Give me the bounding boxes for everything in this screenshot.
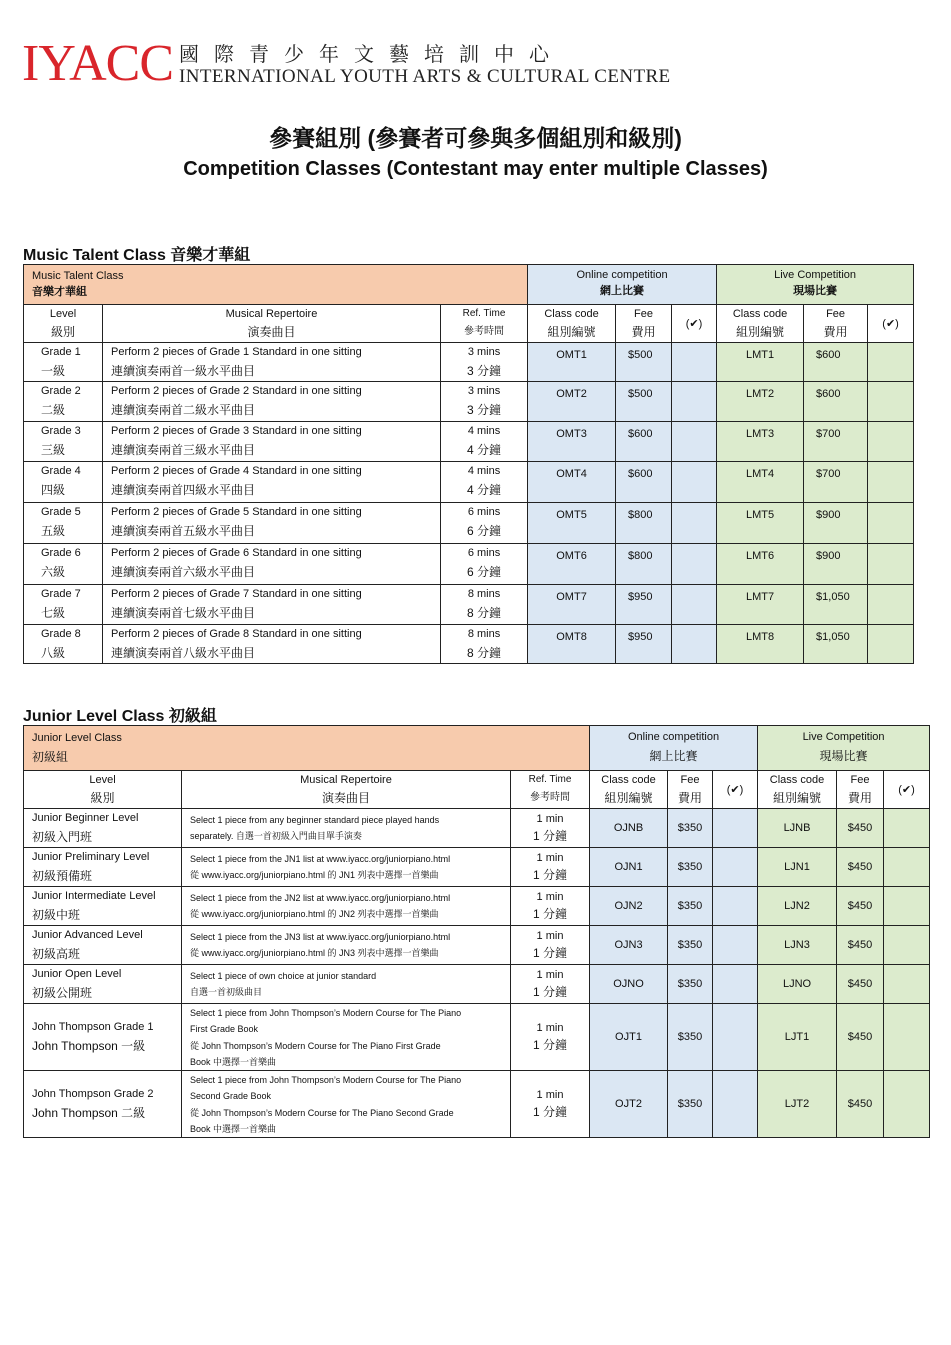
line-2: 初級公開班 — [32, 986, 93, 1000]
level-cell — [24, 544, 103, 585]
repertoire-line-2: Second Grade Book — [190, 1090, 272, 1101]
line-1: Grade 7 — [41, 588, 81, 600]
live-select-checkbox[interactable] — [868, 544, 914, 585]
line-1: John Thompson Grade 1 — [32, 1021, 154, 1033]
online-select-checkbox[interactable] — [713, 1004, 758, 1071]
level-cell — [24, 462, 103, 503]
online-fee: $350 — [668, 848, 713, 887]
line-2: 3 分鐘 — [467, 364, 502, 378]
page-title-en: Competition Classes (Contestant may enter multiple Classes) — [183, 158, 768, 180]
repertoire-line-4: Book 中選擇一首樂曲 — [190, 1123, 277, 1134]
line-1: 3 mins — [467, 346, 501, 358]
ref-time-cell — [511, 1004, 590, 1071]
ref-time-cell — [441, 462, 528, 503]
online-select-checkbox[interactable] — [672, 503, 717, 544]
online-select-checkbox[interactable] — [713, 926, 758, 965]
live-class-code: LMT8 — [717, 625, 804, 664]
online-fee: $500 — [616, 343, 672, 382]
ref-time-cell — [511, 965, 590, 1004]
repertoire-cell — [103, 625, 441, 664]
line-2: 初級入門班 — [32, 830, 93, 844]
line-1: Junior Open Level — [32, 968, 122, 980]
line-1: 8 mins — [467, 588, 501, 600]
table-row — [24, 887, 930, 926]
online-select-checkbox[interactable] — [672, 462, 717, 503]
online-class-code: OMT7 — [528, 585, 616, 625]
repertoire-cell — [182, 965, 511, 1004]
live-select-checkbox[interactable] — [884, 887, 930, 926]
line-1: 3 mins — [467, 385, 501, 397]
online-select-checkbox[interactable] — [672, 382, 717, 422]
live-class-code: LJT2 — [758, 1071, 837, 1138]
line-1: Grade 6 — [41, 547, 81, 559]
repertoire-cell — [103, 343, 441, 382]
col-ref-time: Ref. Time 參考時間 — [441, 305, 528, 343]
ref-time-cell — [441, 625, 528, 664]
line-1: 1 min — [536, 852, 564, 864]
repertoire-line-1: Select 1 piece from John Thompson’s Modern Course for The Piano — [190, 1007, 462, 1018]
online-select-checkbox[interactable] — [713, 1071, 758, 1138]
repertoire-cell — [103, 382, 441, 422]
music-talent-class-header: Music Talent Class 音樂才華組 — [24, 265, 528, 305]
logo-cn: 國際青少年文藝培訓中心 — [179, 44, 565, 66]
online-fee: $600 — [616, 422, 672, 462]
table-row — [24, 422, 914, 462]
online-class-code: OMT4 — [528, 462, 616, 503]
ref-time-cell — [441, 544, 528, 585]
ref-time-cell — [511, 848, 590, 887]
table-row — [24, 382, 914, 422]
live-fee: $600 — [804, 382, 868, 422]
table-row — [24, 462, 914, 503]
live-class-code: LMT6 — [717, 544, 804, 585]
live-fee: $450 — [837, 965, 884, 1004]
table-row — [24, 625, 914, 664]
line-2: 4 分鐘 — [467, 443, 502, 457]
live-fee: $450 — [837, 848, 884, 887]
online-fee: $800 — [616, 544, 672, 585]
line-1: 6 mins — [467, 506, 501, 518]
line-1: 8 mins — [467, 628, 501, 640]
live-class-code: LMT7 — [717, 585, 804, 625]
live-select-checkbox[interactable] — [868, 343, 914, 382]
logo-en: INTERNATIONAL YOUTH ARTS & CULTURAL CENTRE — [179, 66, 671, 87]
live-select-checkbox[interactable] — [868, 462, 914, 503]
live-fee: $450 — [837, 809, 884, 848]
line-2: 四級 — [41, 483, 66, 497]
col-online-code: Class code 組別編號 — [528, 305, 616, 343]
online-select-checkbox[interactable] — [713, 809, 758, 848]
online-class-code: OMT1 — [528, 343, 616, 382]
jn-col-repertoire: Musical Repertoire 演奏曲目 — [182, 771, 511, 809]
line-2: 連續演奏兩首三級水平曲目 — [111, 443, 256, 457]
table-row — [24, 544, 914, 585]
online-fee: $350 — [668, 926, 713, 965]
table-row — [24, 343, 914, 382]
online-class-code: OJT2 — [590, 1071, 668, 1138]
line-1: 1 min — [536, 813, 564, 825]
live-class-code: LJN3 — [758, 926, 837, 965]
live-fee: $900 — [804, 503, 868, 544]
live-fee: $1,050 — [804, 625, 868, 664]
music-talent-table — [23, 264, 914, 664]
ref-time-cell — [511, 1071, 590, 1138]
line-2: 五級 — [41, 524, 66, 538]
junior-table — [23, 725, 930, 1138]
online-select-checkbox[interactable] — [672, 343, 717, 382]
level-cell — [24, 382, 103, 422]
level-cell — [24, 625, 103, 664]
online-competition-header: Online competition 網上比賽 — [528, 265, 717, 305]
live-class-code: LMT4 — [717, 462, 804, 503]
line-2: 七級 — [41, 606, 66, 620]
ref-time-cell — [441, 503, 528, 544]
repertoire-line-3: 從 John Thompson’s Modern Course for The Piano First Grade — [190, 1040, 441, 1051]
live-select-checkbox[interactable] — [884, 1004, 930, 1071]
live-class-code: LJNB — [758, 809, 837, 848]
repertoire-line-1: Select 1 piece from John Thompson’s Modern Course for The Piano — [190, 1074, 462, 1085]
online-select-checkbox[interactable] — [713, 965, 758, 1004]
music-talent-section-title: Music Talent Class 音樂才華組 — [23, 247, 251, 264]
line-1: Junior Preliminary Level — [32, 851, 150, 863]
line-2: 1 分鐘 — [532, 868, 567, 882]
line-2: 1 分鐘 — [532, 985, 567, 999]
online-class-code: OMT8 — [528, 625, 616, 664]
online-fee: $350 — [668, 887, 713, 926]
live-select-checkbox[interactable] — [884, 848, 930, 887]
line-1: Grade 4 — [41, 465, 81, 477]
live-fee: $450 — [837, 926, 884, 965]
live-fee: $700 — [804, 422, 868, 462]
line-1: 4 mins — [467, 425, 501, 437]
line-2: 8 分鐘 — [467, 606, 502, 620]
online-class-code: OJT1 — [590, 1004, 668, 1071]
online-class-code: OMT5 — [528, 503, 616, 544]
repertoire-cell — [103, 585, 441, 625]
line-2: 連續演奏兩首四級水平曲目 — [111, 483, 256, 497]
ref-time-cell — [511, 809, 590, 848]
level-cell — [24, 422, 103, 462]
live-fee: $450 — [837, 1071, 884, 1138]
repertoire-line-2: 從 www.iyacc.org/juniorpiano.html 的 JN1 列表中選擇一首樂曲 — [190, 870, 439, 880]
repertoire-line-1: Select 1 piece from the JN1 list at www.iyacc.org/juniorpiano.html — [190, 854, 451, 864]
line-2: 連續演奏兩首二級水平曲目 — [111, 403, 256, 417]
live-select-checkbox[interactable] — [868, 503, 914, 544]
line-1: Perform 2 pieces of Grade 4 Standard in one sitting — [111, 465, 362, 477]
line-1: Grade 3 — [41, 425, 81, 437]
live-class-code: LJN1 — [758, 848, 837, 887]
jn-col-online-code: Class code 組別編號 — [590, 771, 668, 809]
line-2: 三級 — [41, 443, 66, 457]
level-cell — [24, 585, 103, 625]
line-2: 連續演奏兩首五級水平曲目 — [111, 524, 256, 538]
repertoire-cell — [182, 926, 511, 965]
repertoire-line-2: 從 www.iyacc.org/juniorpiano.html 的 JN3 列表中選擇一首樂曲 — [190, 948, 439, 958]
line-2: 6 分鐘 — [467, 565, 502, 579]
repertoire-line-2: 自選一首初級曲目 — [190, 987, 263, 997]
online-class-code: OMT6 — [528, 544, 616, 585]
live-fee: $1,050 — [804, 585, 868, 625]
junior-live-header: Live Competition 現場比賽 — [758, 726, 930, 771]
ref-time-cell — [441, 422, 528, 462]
junior-online-header: Online competition 網上比賽 — [590, 726, 758, 771]
live-fee: $700 — [804, 462, 868, 503]
repertoire-cell — [182, 809, 511, 848]
live-select-checkbox[interactable] — [868, 382, 914, 422]
table-row — [24, 848, 930, 887]
line-2: 初級中班 — [32, 908, 81, 922]
line-2: 4 分鐘 — [467, 483, 502, 497]
line-1: Perform 2 pieces of Grade 2 Standard in one sitting — [111, 385, 362, 397]
repertoire-line-2: First Grade Book — [190, 1023, 259, 1034]
repertoire-line-1: Select 1 piece from the JN2 list at www.iyacc.org/juniorpiano.html — [190, 893, 451, 903]
jn-col-live-check: (✔) — [884, 771, 930, 809]
col-live-fee: Fee 費用 — [804, 305, 868, 343]
line-2: 二級 — [41, 403, 66, 417]
line-1: Perform 2 pieces of Grade 8 Standard in one sitting — [111, 628, 362, 640]
line-1: Perform 2 pieces of Grade 3 Standard in one sitting — [111, 425, 362, 437]
repertoire-cell — [103, 544, 441, 585]
repertoire-cell — [182, 887, 511, 926]
line-2: John Thompson 二級 — [32, 1106, 146, 1120]
line-2: 8 分鐘 — [467, 646, 502, 660]
repertoire-line-1: Select 1 piece from any beginner standard piece played hands — [190, 815, 440, 825]
level-cell — [24, 503, 103, 544]
level-cell — [24, 809, 182, 848]
live-select-checkbox[interactable] — [884, 926, 930, 965]
ref-time-cell — [441, 382, 528, 422]
line-1: 1 min — [536, 930, 564, 942]
repertoire-cell — [103, 462, 441, 503]
online-fee: $950 — [616, 585, 672, 625]
line-1: Perform 2 pieces of Grade 5 Standard in one sitting — [111, 506, 362, 518]
live-class-code: LJNO — [758, 965, 837, 1004]
line-1: 1 min — [536, 1089, 564, 1101]
live-competition-header: Live Competition 現場比賽 — [717, 265, 914, 305]
line-1: Junior Beginner Level — [32, 812, 139, 824]
line-2: 1 分鐘 — [532, 829, 567, 843]
live-fee: $450 — [837, 1004, 884, 1071]
live-select-checkbox[interactable] — [884, 1071, 930, 1138]
line-1: Junior Intermediate Level — [32, 890, 156, 902]
online-select-checkbox[interactable] — [713, 848, 758, 887]
online-fee: $350 — [668, 1071, 713, 1138]
line-2: 八級 — [41, 646, 66, 660]
line-2: 六級 — [41, 565, 66, 579]
level-cell — [24, 1004, 182, 1071]
line-2: John Thompson 一級 — [32, 1039, 146, 1053]
line-1: 6 mins — [467, 547, 501, 559]
online-select-checkbox[interactable] — [713, 887, 758, 926]
live-class-code: LMT5 — [717, 503, 804, 544]
ref-time-cell — [441, 343, 528, 382]
repertoire-line-2: separately. 自選一首初級入門曲目單手演奏 — [190, 831, 362, 841]
line-2: 1 分鐘 — [532, 907, 567, 921]
online-fee: $500 — [616, 382, 672, 422]
logo — [22, 35, 671, 92]
junior-class-header: Junior Level Class 初級組 — [24, 726, 590, 771]
online-class-code: OJNB — [590, 809, 668, 848]
line-1: Perform 2 pieces of Grade 1 Standard in one sitting — [111, 346, 362, 358]
line-2: 初級高班 — [32, 947, 81, 961]
table-row — [24, 1004, 930, 1071]
live-class-code: LMT3 — [717, 422, 804, 462]
live-fee: $450 — [837, 887, 884, 926]
live-select-checkbox[interactable] — [868, 422, 914, 462]
level-cell — [24, 887, 182, 926]
online-select-checkbox[interactable] — [672, 585, 717, 625]
line-1: 1 min — [536, 1022, 564, 1034]
ref-time-cell — [511, 926, 590, 965]
line-2: 1 分鐘 — [532, 1038, 567, 1052]
line-2: 連續演奏兩首七級水平曲目 — [111, 606, 256, 620]
line-2: 連續演奏兩首六級水平曲目 — [111, 565, 256, 579]
line-1: 1 min — [536, 969, 564, 981]
live-select-checkbox[interactable] — [884, 965, 930, 1004]
repertoire-cell — [103, 503, 441, 544]
table-row — [24, 585, 914, 625]
level-cell — [24, 926, 182, 965]
online-class-code: OMT3 — [528, 422, 616, 462]
table-row — [24, 809, 930, 848]
live-class-code: LMT2 — [717, 382, 804, 422]
level-cell — [24, 1071, 182, 1138]
level-cell — [24, 343, 103, 382]
repertoire-cell — [103, 422, 441, 462]
col-online-check: (✔) — [672, 305, 717, 343]
line-1: Grade 8 — [41, 628, 81, 640]
line-1: Junior Advanced Level — [32, 929, 143, 941]
level-cell — [24, 965, 182, 1004]
logo-mark: IYACC — [22, 35, 174, 92]
repertoire-cell — [182, 1004, 511, 1071]
junior-section-title: Junior Level Class 初級組 — [23, 708, 217, 725]
line-1: Perform 2 pieces of Grade 7 Standard in one sitting — [111, 588, 362, 600]
col-level: Level 級別 — [24, 305, 103, 343]
online-class-code: OMT2 — [528, 382, 616, 422]
col-repertoire: Musical Repertoire 演奏曲目 — [103, 305, 441, 343]
live-select-checkbox[interactable] — [868, 585, 914, 625]
repertoire-cell — [182, 848, 511, 887]
online-fee: $350 — [668, 1004, 713, 1071]
line-2: 1 分鐘 — [532, 1105, 567, 1119]
line-2: 初級預備班 — [32, 869, 93, 883]
online-class-code: OJN2 — [590, 887, 668, 926]
online-fee: $350 — [668, 965, 713, 1004]
logo-text — [179, 40, 671, 88]
live-select-checkbox[interactable] — [884, 809, 930, 848]
level-cell — [24, 848, 182, 887]
ref-time-cell — [511, 887, 590, 926]
line-1: John Thompson Grade 2 — [32, 1088, 154, 1100]
repertoire-line-3: 從 John Thompson’s Modern Course for The Piano Second Grade — [190, 1107, 454, 1118]
jn-col-ref-time: Ref. Time 參考時間 — [511, 771, 590, 809]
line-2: 6 分鐘 — [467, 524, 502, 538]
col-online-fee: Fee 費用 — [616, 305, 672, 343]
jn-col-level: Level 級別 — [24, 771, 182, 809]
line-2: 一級 — [41, 364, 66, 378]
line-1: 4 mins — [467, 465, 501, 477]
repertoire-line-1: Select 1 piece of own choice at junior standard — [190, 971, 377, 981]
page-title-cn: 參賽組別 (參賽者可參與多個組別和級別) — [269, 125, 682, 151]
ref-time-cell — [441, 585, 528, 625]
online-select-checkbox[interactable] — [672, 625, 717, 664]
line-2: 1 分鐘 — [532, 946, 567, 960]
line-1: Grade 1 — [41, 346, 81, 358]
live-class-code: LJT1 — [758, 1004, 837, 1071]
line-2: 3 分鐘 — [467, 403, 502, 417]
line-2: 連續演奏兩首一級水平曲目 — [111, 364, 256, 378]
online-class-code: OJN3 — [590, 926, 668, 965]
jn-col-online-fee: Fee 費用 — [668, 771, 713, 809]
online-fee: $800 — [616, 503, 672, 544]
live-class-code: LMT1 — [717, 343, 804, 382]
online-select-checkbox[interactable] — [672, 544, 717, 585]
table-row — [24, 1071, 930, 1138]
repertoire-line-1: Select 1 piece from the JN3 list at www.iyacc.org/juniorpiano.html — [190, 932, 451, 942]
repertoire-line-4: Book 中選擇一首樂曲 — [190, 1056, 277, 1067]
live-fee: $900 — [804, 544, 868, 585]
online-fee: $350 — [668, 809, 713, 848]
live-select-checkbox[interactable] — [868, 625, 914, 664]
line-1: Grade 2 — [41, 385, 81, 397]
online-class-code: OJNO — [590, 965, 668, 1004]
line-1: Perform 2 pieces of Grade 6 Standard in one sitting — [111, 547, 362, 559]
online-fee: $600 — [616, 462, 672, 503]
jn-col-online-check: (✔) — [713, 771, 758, 809]
live-fee: $600 — [804, 343, 868, 382]
jn-col-live-fee: Fee 費用 — [837, 771, 884, 809]
line-1: 1 min — [536, 891, 564, 903]
online-class-code: OJN1 — [590, 848, 668, 887]
col-live-check: (✔) — [868, 305, 914, 343]
repertoire-cell — [182, 1071, 511, 1138]
table-row — [24, 965, 930, 1004]
online-fee: $950 — [616, 625, 672, 664]
live-class-code: LJN2 — [758, 887, 837, 926]
repertoire-line-2: 從 www.iyacc.org/juniorpiano.html 的 JN2 列表中選擇一首樂曲 — [190, 909, 439, 919]
online-select-checkbox[interactable] — [672, 422, 717, 462]
jn-col-live-code: Class code 組別編號 — [758, 771, 837, 809]
table-row — [24, 926, 930, 965]
line-1: Grade 5 — [41, 506, 81, 518]
col-live-code: Class code 組別編號 — [717, 305, 804, 343]
table-row — [24, 503, 914, 544]
line-2: 連續演奏兩首八級水平曲目 — [111, 646, 256, 660]
